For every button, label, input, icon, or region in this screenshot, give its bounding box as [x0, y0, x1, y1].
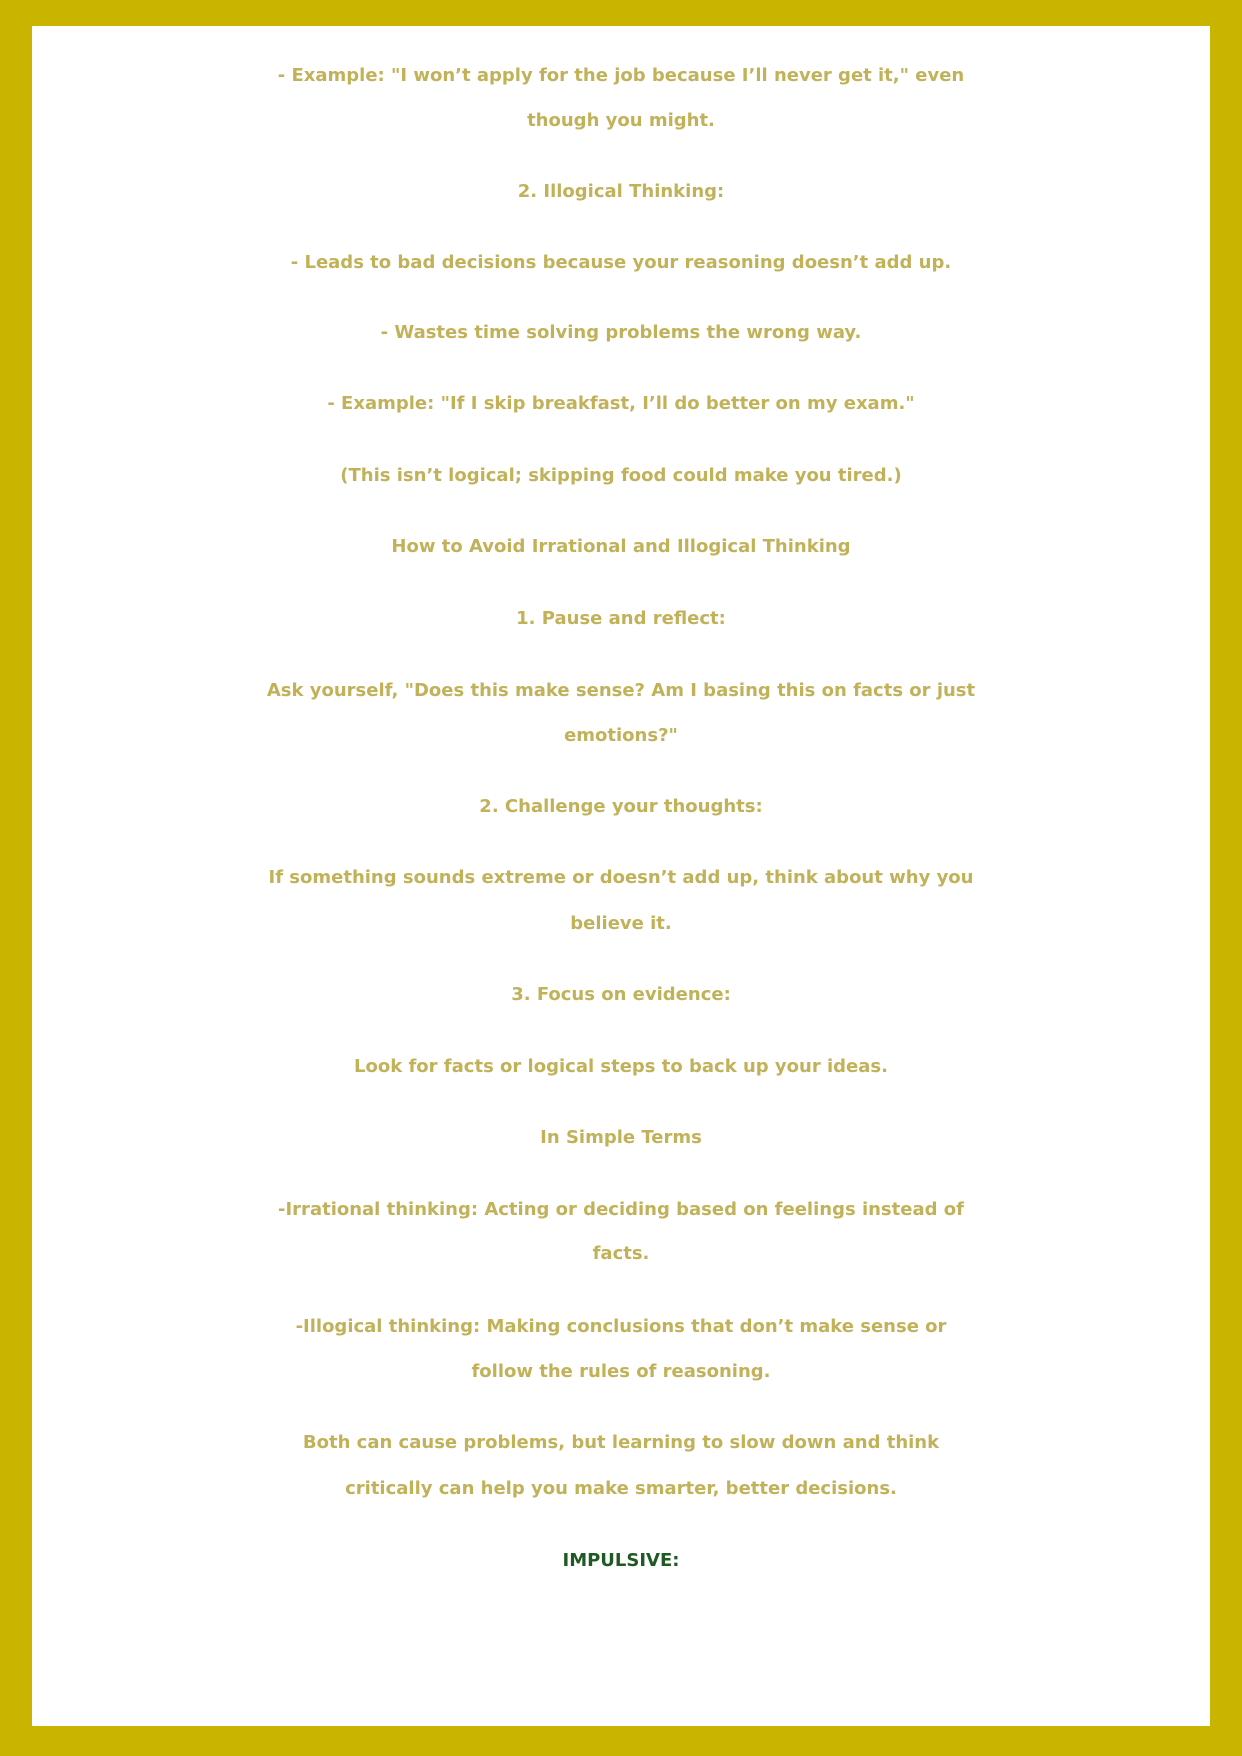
document-page: [32, 26, 1210, 1726]
challenge-thoughts-heading: 2. Challenge your thoughts:: [479, 796, 763, 817]
simple-terms-heading: In Simple Terms: [540, 1127, 702, 1148]
wastes-time-line: - Wastes time solving problems the wrong way.: [380, 322, 862, 343]
how-to-avoid-heading: How to Avoid Irrational and Illogical Thinking: [391, 536, 851, 557]
example-job-line-1: - Example: "I won’t apply for the job because I’ll never get it," even: [277, 65, 965, 86]
look-for-facts-line: Look for facts or logical steps to back up your ideas.: [354, 1056, 888, 1077]
irrational-definition-line-2: facts.: [592, 1243, 650, 1264]
conclusion-line-2: critically can help you make smarter, better decisions.: [345, 1478, 897, 1499]
ask-yourself-line-1: Ask yourself, "Does this make sense? Am I basing this on facts or just: [266, 680, 976, 701]
irrational-definition-line-1: -Irrational thinking: Acting or deciding based on feelings instead of: [278, 1199, 964, 1220]
sounds-extreme-line-1: If something sounds extreme or doesn’t add up, think about why you: [268, 867, 974, 888]
conclusion-line-1: Both can cause problems, but learning to slow down and think: [302, 1432, 940, 1453]
impulsive-heading: IMPULSIVE:: [562, 1550, 680, 1571]
illogical-definition-line-1: -Illogical thinking: Making conclusions that don’t make sense or: [295, 1316, 947, 1337]
example-job-line-2: though you might.: [527, 110, 715, 131]
sounds-extreme-line-2: believe it.: [570, 913, 672, 934]
illogical-thinking-heading: 2. Illogical Thinking:: [517, 181, 725, 202]
focus-evidence-heading: 3. Focus on evidence:: [511, 984, 731, 1005]
illogical-definition-line-2: follow the rules of reasoning.: [471, 1361, 771, 1382]
bad-decisions-line: - Leads to bad decisions because your reasoning doesn’t add up.: [290, 252, 952, 273]
example-breakfast-line: - Example: "If I skip breakfast, I’ll do better on my exam.": [327, 393, 915, 414]
ask-yourself-line-2: emotions?": [564, 725, 678, 746]
pause-reflect-heading: 1. Pause and reflect:: [516, 608, 726, 629]
not-logical-note: (This isn’t logical; skipping food could make you tired.): [340, 465, 902, 486]
